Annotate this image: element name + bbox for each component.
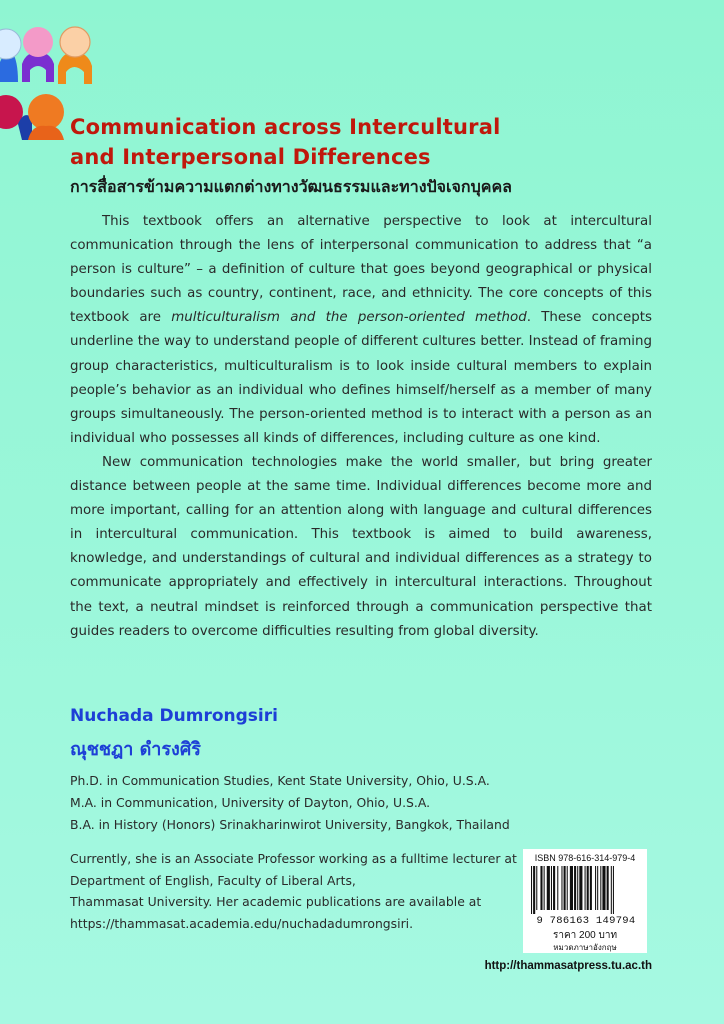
- barcode-bar: [551, 866, 552, 910]
- credential-ba: B.A. in History (Honors) Srinakharinwirot University, Bangkok, Thailand: [70, 817, 510, 832]
- barcode-bar: [590, 866, 592, 910]
- barcode-bar: [595, 866, 596, 910]
- isbn-number: ISBN 978-616-314-979-4: [534, 853, 636, 863]
- barcode-bar: [602, 866, 605, 910]
- barcode-bar: [613, 866, 614, 914]
- barcode-bar: [557, 866, 558, 910]
- barcode-bar: [531, 866, 532, 914]
- barcode-bar: [579, 866, 582, 910]
- book-title-thai: การสื่อสารข้ามความแตกต่างทางวัฒนธรรมและทางปัจเจกบุคคล: [70, 177, 512, 196]
- barcode-icon: [531, 866, 639, 914]
- author-bio: [70, 848, 517, 934]
- description-paragraph-1-text-b: . These concepts underline the way to understand people of different cultures better. Instead of framing group characteristics, multiculturalism is to look inside cultural members to explain people’s behavior as an individual who defines himself/herself as a member of many groups simultaneously. The person-oriented method is to interact with a person as an individual who possesses all kinds of differences, including culture as one kind.: [70, 310, 652, 446]
- barcode-bar: [540, 866, 542, 910]
- book-description: [70, 210, 652, 644]
- description-emphasis: multiculturalism and the person-oriented method: [171, 310, 527, 326]
- price-label: ราคา 200 บาท: [552, 930, 618, 941]
- author-name-english: Nuchada Dumrongsiri: [70, 706, 278, 726]
- barcode-bar: [585, 866, 586, 910]
- bio-line-2: Department of English, Faculty of Liberal Arts,: [70, 872, 356, 888]
- book-title: [70, 112, 690, 172]
- description-paragraph-1-text-a: This textbook offers an alternative perspective to look at intercultural communication through the lens of interpersonal communication to address that “a person is culture” – a definition of culture that goes beyond geographical or physical boundaries such as country, continent, race, and ethnicity. The core concepts of this textbook are: [70, 214, 652, 326]
- author-name-thai: ณุชชฎา ดำรงศิริ: [70, 739, 201, 760]
- book-title-line-2: and Interpersonal Differences: [70, 145, 431, 169]
- barcode-bar: [533, 866, 535, 914]
- barcode-bar: [564, 866, 566, 910]
- book-title-line-1: Communication across Intercultural: [70, 115, 501, 139]
- bio-line-3: Thammasat University. Her academic publications are available at: [70, 894, 482, 909]
- barcode-bar: [570, 866, 573, 910]
- category-label: หมวดภาษาอังกฤษ: [553, 943, 617, 952]
- publisher-website: http://thammasatpress.tu.ac.th: [484, 960, 652, 972]
- description-paragraph-1: [70, 210, 652, 451]
- barcode-bar: [597, 866, 598, 910]
- barcode-bar: [611, 866, 612, 914]
- bio-line-4: https://thammasat.academia.edu/nuchadadumrongsiri.: [70, 915, 414, 931]
- credential-ma: M.A. in Communication, University of Dayton, Ohio, U.S.A.: [70, 795, 431, 810]
- barcode-bar: [577, 866, 578, 910]
- barcode-bar: [587, 866, 589, 910]
- credential-phd: Ph.D. in Communication Studies, Kent State University, Ohio, U.S.A.: [70, 773, 490, 788]
- barcode-bar: [553, 866, 555, 910]
- barcode-digits: 9 786163 149794: [536, 915, 636, 927]
- isbn-barcode-label: [523, 849, 647, 953]
- description-paragraph-2: New communication technologies make the world smaller, but bring greater distance between people at the same time. Individual differences become more and more important, calling for an attention along with language and cultural differences in intercultural communication. This textbook is aimed to build awareness, knowledge, and understandings of cultural and individual differences as a strategy to communicate appropriately and effectively in intercultural interactions. Throughout the text, a neutral mindset is reinforced through a communication perspective that guides readers to overcome difficulties resulting from global diversity.: [70, 454, 652, 639]
- barcode-bar: [567, 866, 568, 910]
- barcode-bar: [574, 866, 576, 910]
- barcode-bar: [536, 866, 537, 910]
- author-credentials: [70, 770, 630, 836]
- barcode-bar: [547, 866, 550, 910]
- barcode-bar: [561, 866, 562, 910]
- bio-line-1: Currently, she is an Associate Professor working as a fulltime lecturer at: [70, 851, 517, 866]
- barcode-bar: [600, 866, 601, 910]
- barcode-bar: [544, 866, 545, 910]
- barcode-bar: [607, 866, 609, 910]
